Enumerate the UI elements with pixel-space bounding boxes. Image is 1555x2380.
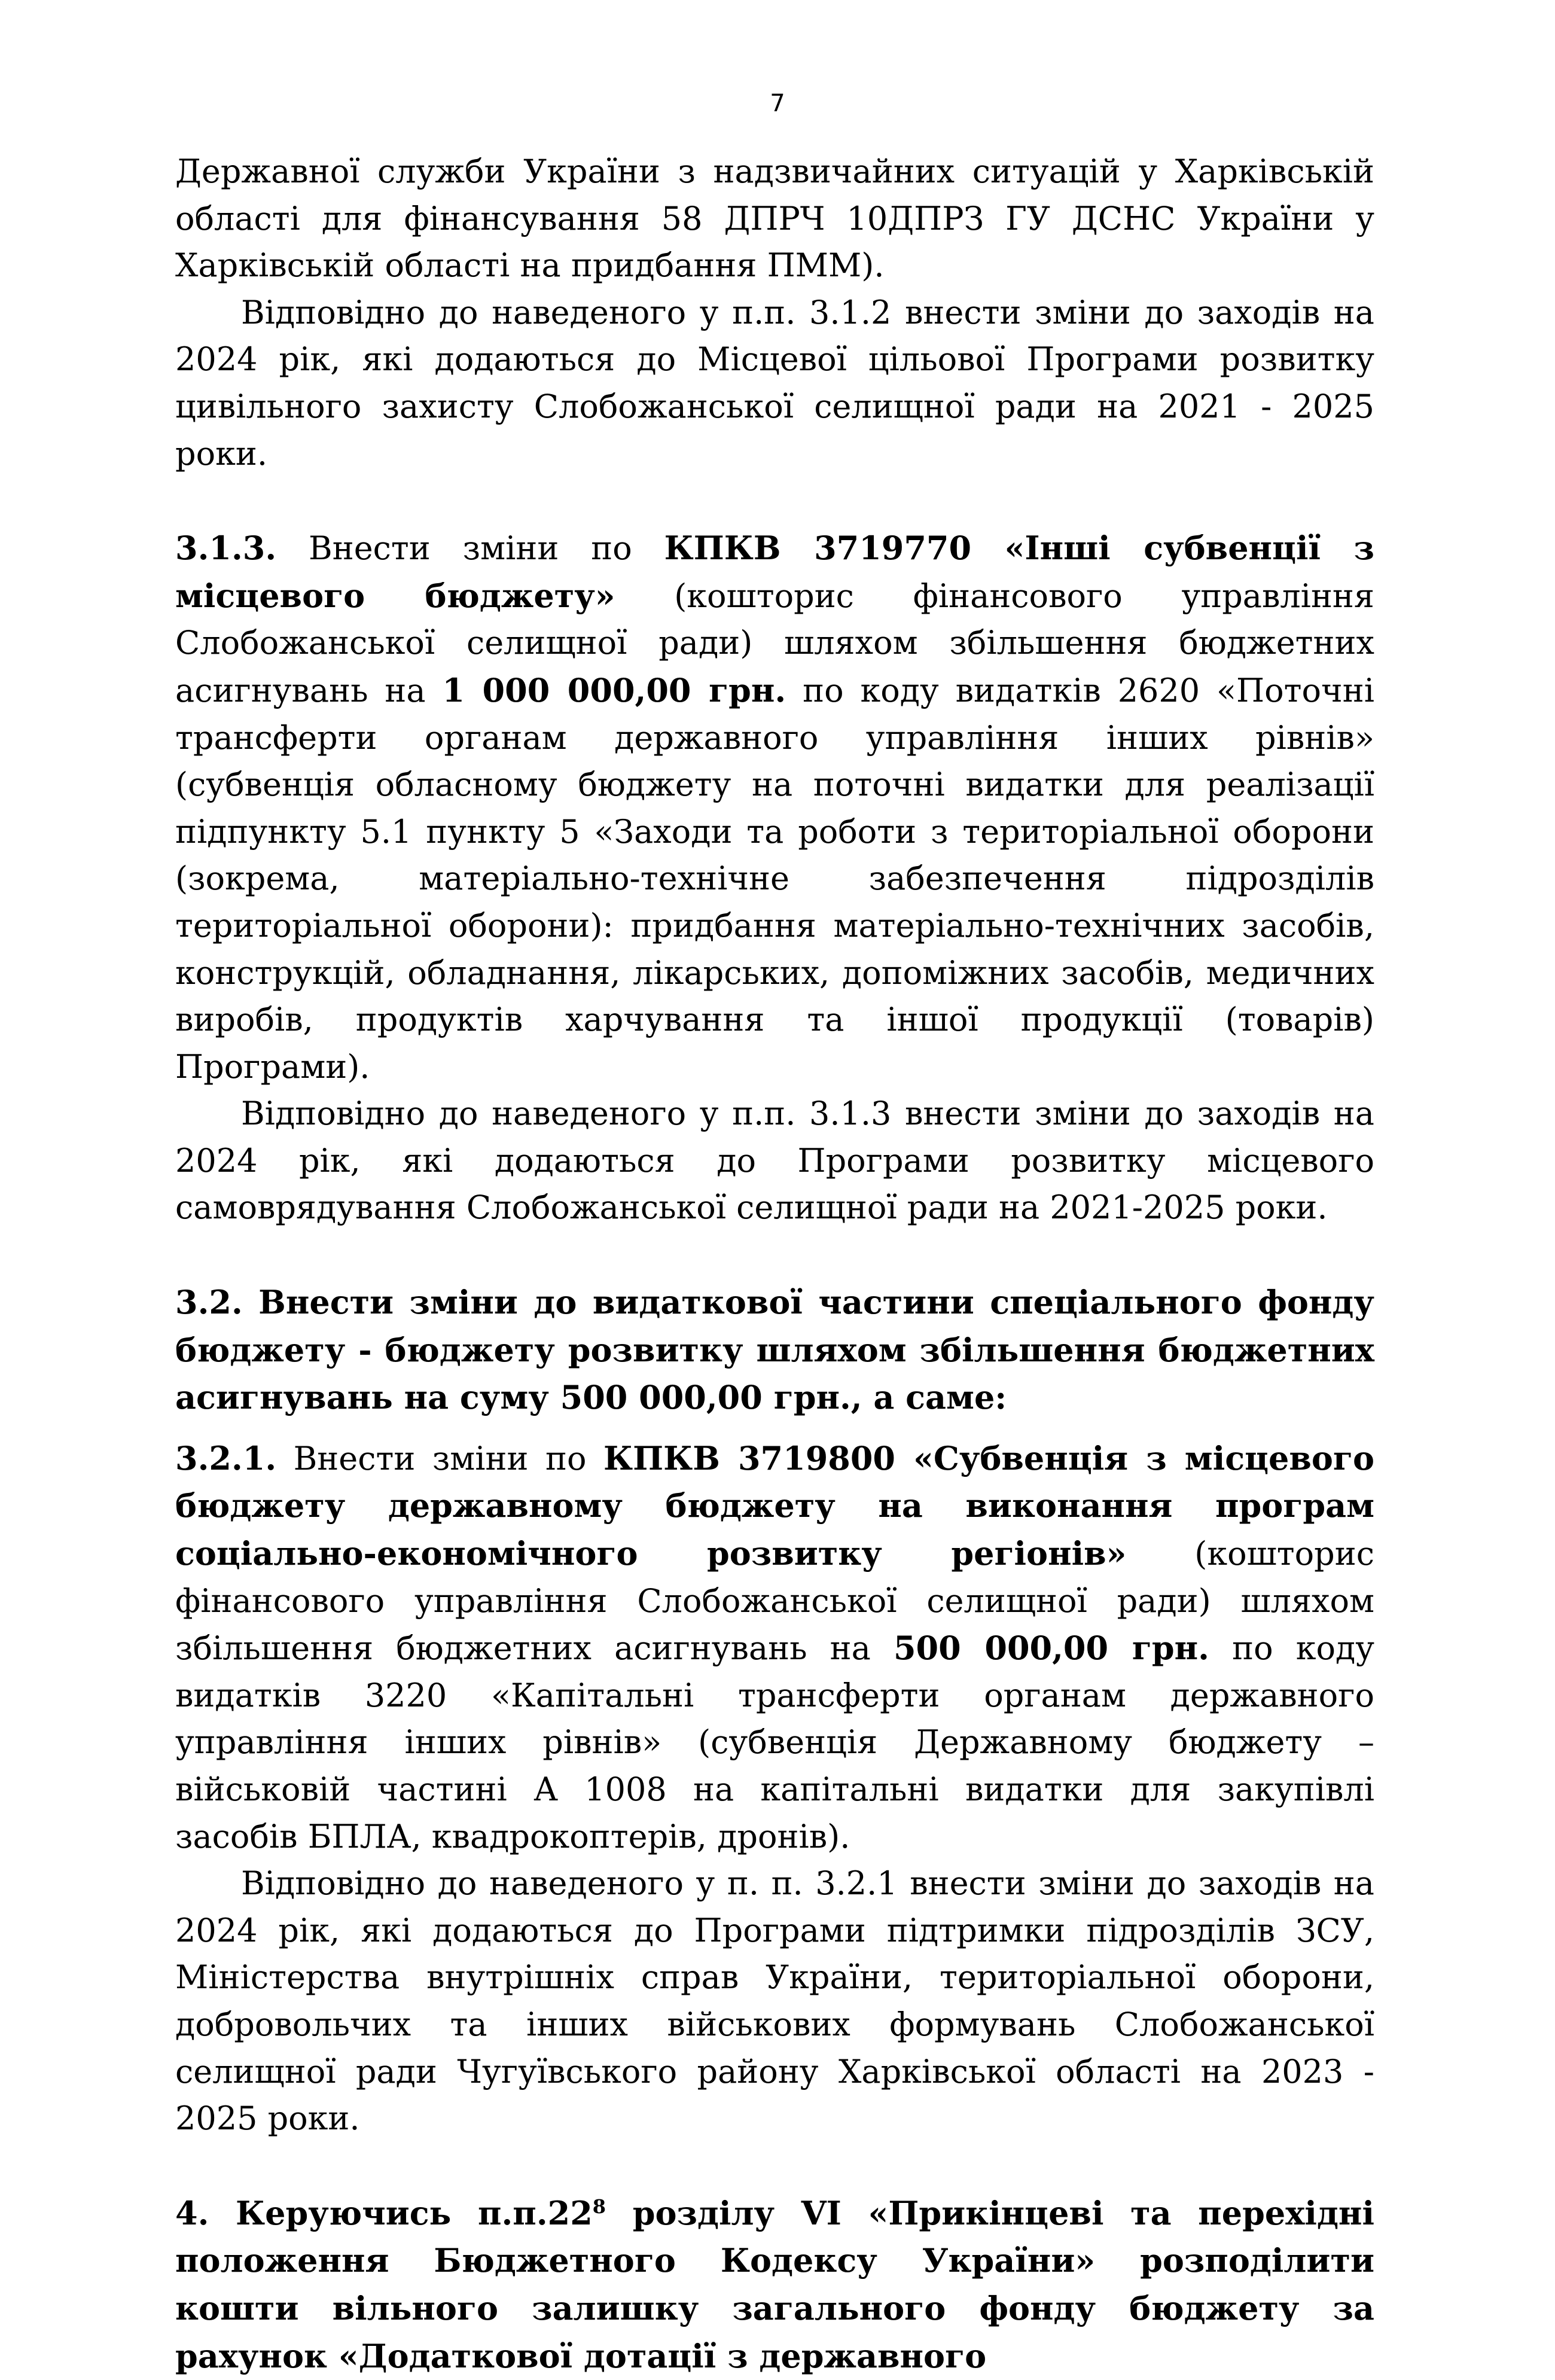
section-3-1-3 bbox=[175, 525, 1374, 1090]
spacer bbox=[175, 477, 1374, 525]
paragraph-3-2-1-reference: Відповідно до наведеного у п. п. 3.2.1 внести зміни до заходів на 2024 рік, які додаються до Програми підтримки підрозділів ЗСУ, Міністерства внутрішніх справ України, територіальної оборони, добровольчих та інших військових формувань Слобожанської селищної ради Чугуївського району Харківської області на 2023 - 2025 роки. bbox=[175, 1864, 1374, 2138]
section-4 bbox=[175, 2190, 1374, 2380]
page-content bbox=[175, 148, 1374, 2380]
section-3-1-3-text: (кошторис фінансового управління Слобожанської селищної ради) шляхом збільшення бюджетних асигнувань на bbox=[175, 577, 1374, 709]
section-4-superscript: 8 bbox=[592, 2195, 606, 2218]
section-3-2-1-amount: 500 000,00 грн. bbox=[893, 1629, 1209, 1668]
paragraph-dsns-continuation: Державної служби України з надзвичайних ситуацій у Харківській області для фінансування 58 ДПРЧ 10ДПРЗ ГУ ДСНС України у Харківській області на придбання ПММ). bbox=[175, 153, 1374, 285]
section-3-1-3-details: по коду видатків 2620 «Поточні трансферти органам державного управління інших рівнів» (субвенція обласному бюджету на поточні видатки для реалізації підпункту 5.1 пункту 5 «Заходи та роботи з територіальної оборони (зокрема, матеріально-технічне забезпечення підрозділів територіальної оборони): придбання матеріально-технічних засобів, конструкцій, обладнання, лікарських, допоміжних засобів, медичних виробів, продуктів харчування та іншої продукції (товарів) Програми). bbox=[175, 671, 1374, 1086]
section-4-text bbox=[175, 2194, 1374, 2375]
page-number: 7 bbox=[770, 90, 785, 117]
section-3-1-3-intro: Внести зміни по bbox=[276, 529, 664, 568]
section-3-1-3-kpkv: КПКВ 3719770 «Інші субвенції з місцевого бюджету» bbox=[175, 529, 1374, 615]
spacer bbox=[175, 1232, 1374, 1279]
section-3-2-1-number: 3.2.1. bbox=[175, 1439, 277, 1477]
section-4-lead: 4. Керуючись п.п.22 bbox=[175, 2193, 593, 2232]
spacer bbox=[175, 1422, 1374, 1435]
section-4-rest: розділу VI «Прикінцеві та перехідні положення Бюджетного Кодексу України» розподілити кошти вільного залишку загального фонду бюджету за рахунок «Додаткової дотації з державного bbox=[175, 2193, 1374, 2375]
paragraph-3-1-2-reference: Відповідно до наведеного у п.п. 3.1.2 внести зміни до заходів на 2024 рік, які додаються до Місцевої цільової Програми розвитку цивільного захисту Слобожанської селищної ради на 2021 - 2025 роки. bbox=[175, 293, 1374, 473]
section-3-2-heading bbox=[175, 1279, 1374, 1422]
section-3-2-1-text: (кошторис фінансового управління Слобожанської селищної ради) шляхом збільшення бюджетних асигнувань на bbox=[175, 1535, 1374, 1668]
spacer bbox=[175, 2143, 1374, 2190]
section-3-2-1 bbox=[175, 1435, 1374, 1860]
section-3-2-text: 3.2. Внести зміни до видаткової частини спеціального фонду бюджету - бюджету розвитку шляхом збільшення бюджетних асигнувань на суму 500 000,00 грн., а саме: bbox=[175, 1283, 1374, 1417]
section-3-2-1-details: по коду видатків 3220 «Капітальні трансферти органам державного управління інших рівнів» (субвенція Державному бюджету – військовій частині А 1008 на капітальні видатки для закупівлі засобів БПЛА, квадрокоптерів, дронів). bbox=[175, 1629, 1374, 1855]
paragraph-3-1-3-reference: Відповідно до наведеного у п.п. 3.1.3 внести зміни до заходів на 2024 рік, які додаються до Програми розвитку місцевого самоврядування Слобожанської селищної ради на 2021-2025 роки. bbox=[175, 1095, 1374, 1227]
section-3-2-1-kpkv: КПКВ 3719800 «Субвенція з місцевого бюджету державному бюджету на виконання програм соціально-економічного розвитку регіонів» bbox=[175, 1439, 1374, 1573]
section-3-2-1-intro: Внести зміни по bbox=[276, 1439, 603, 1477]
section-3-1-3-number: 3.1.3. bbox=[175, 529, 277, 568]
section-3-1-3-amount: 1 000 000,00 грн. bbox=[442, 671, 786, 709]
